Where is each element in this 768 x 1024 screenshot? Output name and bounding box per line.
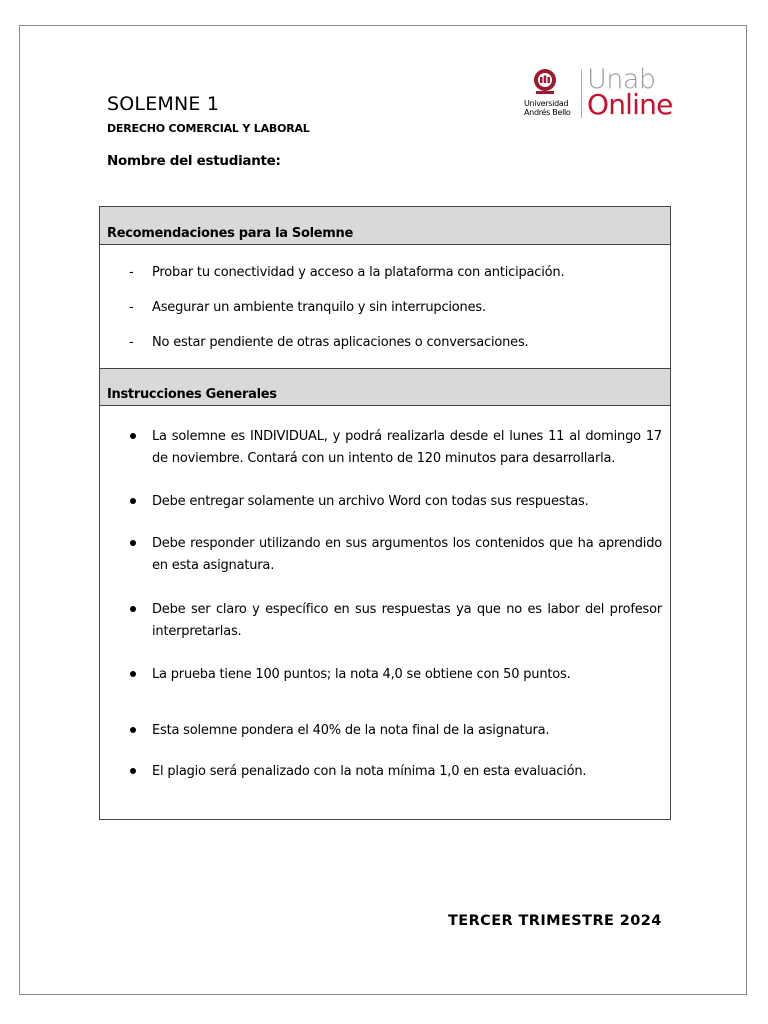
dash-marker: - <box>129 300 134 315</box>
recommendations-header <box>100 207 670 245</box>
bullet-icon <box>130 768 136 774</box>
instruction-item: Esta solemne pondera el 40% de la nota final de la asignatura. <box>152 723 550 738</box>
brand-online: Online <box>587 88 673 121</box>
recommendation-item: Asegurar un ambiente tranquilo y sin interrupciones. <box>152 300 486 315</box>
dash-marker: - <box>129 265 134 280</box>
brand-unab: Unab <box>587 64 656 95</box>
university-name-line1: Universidad <box>524 99 569 108</box>
bullet-icon <box>130 727 136 733</box>
instruction-item: Debe entregar solamente un archivo Word con todas sus respuestas. <box>152 494 589 509</box>
bullet-icon <box>130 540 136 546</box>
recommendation-item: Probar tu conectividad y acceso a la plataforma con anticipación. <box>152 265 565 280</box>
instruction-item: El plagio será penalizado con la nota mínima 1,0 en esta evaluación. <box>152 764 587 779</box>
bullet-icon <box>130 433 136 439</box>
bullet-icon <box>130 671 136 677</box>
recommendations-heading: Recomendaciones para la Solemne <box>107 226 354 241</box>
unab-online-logo <box>522 66 672 124</box>
course-name: DERECHO COMERCIAL Y LABORAL <box>107 122 310 135</box>
instructions-heading: Instrucciones Generales <box>107 387 277 402</box>
instructions-table <box>99 206 671 820</box>
instruction-item: La prueba tiene 100 puntos; la nota 4,0 se obtiene con 50 puntos. <box>152 667 571 682</box>
university-name-line2: Andrés Bello <box>524 108 571 117</box>
recommendation-item: No estar pendiente de otras aplicaciones o conversaciones. <box>152 335 529 350</box>
student-name-label: Nombre del estudiante: <box>107 153 281 169</box>
instruction-item: Debe ser claro y específico en sus respuestas ya que no es labor del profesor interpretarlas. <box>152 602 662 639</box>
instructions-header <box>100 368 670 406</box>
bullet-icon <box>130 606 136 612</box>
instruction-item: La solemne es INDIVIDUAL, y podrá realizarla desde el lunes 11 al domingo 17 de noviembre. Contará con un intento de 120 minutos para desarrollarla. <box>152 429 662 466</box>
bullet-icon <box>130 498 136 504</box>
instruction-item: Debe responder utilizando en sus argumentos los contenidos que ha aprendido en esta asignatura. <box>152 536 662 573</box>
term-label: TERCER TRIMESTRE 2024 <box>448 913 662 929</box>
university-seal-icon <box>532 68 558 96</box>
document-title: SOLEMNE 1 <box>107 93 220 115</box>
logo-divider <box>581 70 582 118</box>
dash-marker: - <box>129 335 134 350</box>
